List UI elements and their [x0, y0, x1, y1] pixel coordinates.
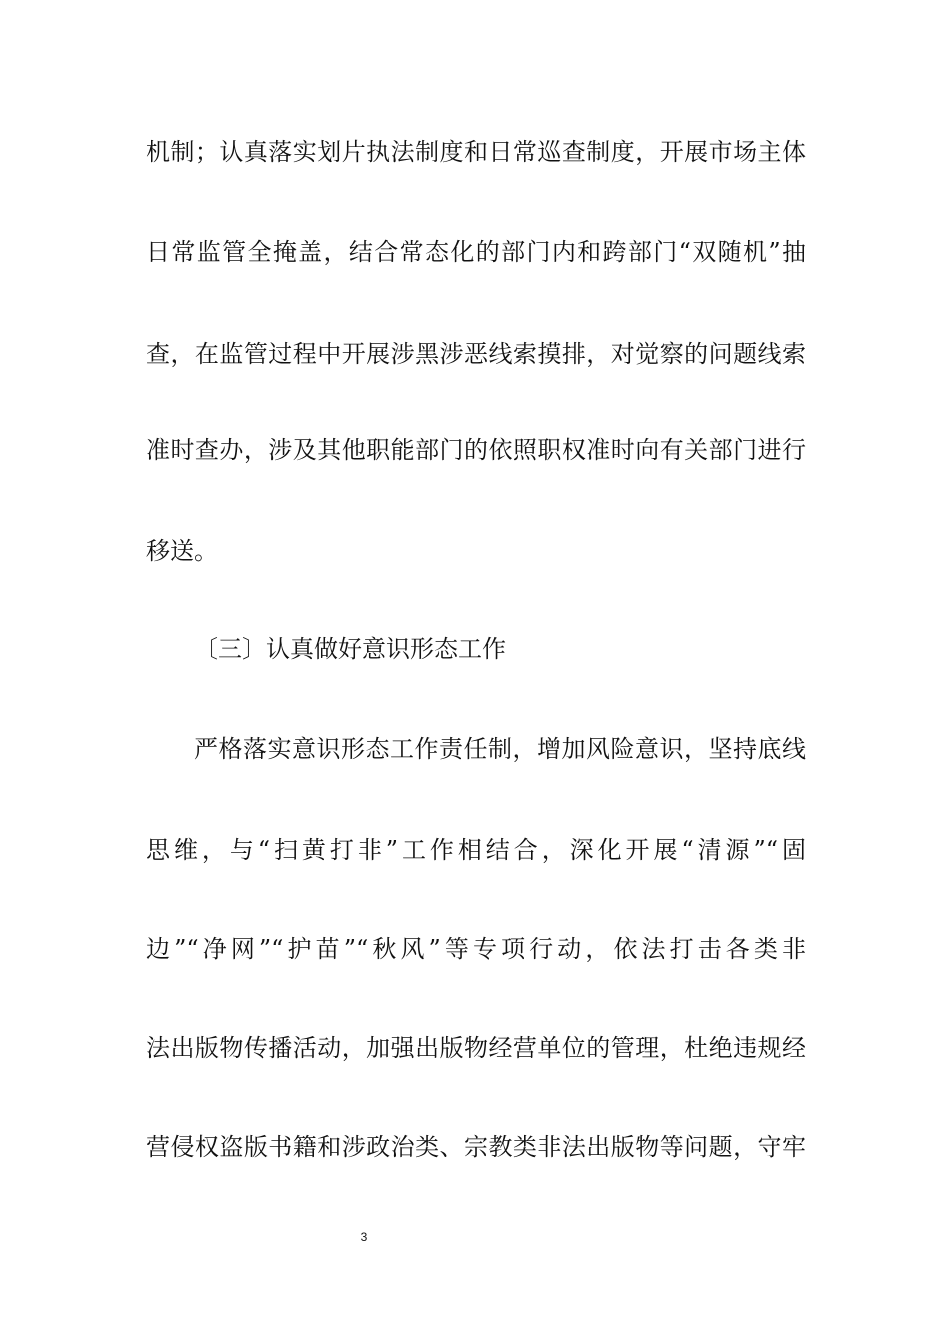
- body-text-line: 法出版物传播活动，加强出版物经营单位的管理，杜绝违规经: [146, 1034, 806, 1062]
- paragraph-first-line: 严格落实意识形态工作责任制，增加风险意识，坚持底线: [194, 735, 806, 763]
- body-text-line: 准时查办，涉及其他职能部门的依照职权准时向有关部门进行: [146, 436, 806, 464]
- body-text-line: 边”“净网”“护苗”“秋风”等专项行动，依法打击各类非: [146, 935, 806, 963]
- page-number: 3: [360, 1230, 368, 1244]
- body-text-line: 日常监管全掩盖，结合常态化的部门内和跨部门“双随机”抽: [146, 238, 806, 266]
- body-text-line: 思维，与“扫黄打非”工作相结合，深化开展“清源”“固: [146, 836, 806, 864]
- body-text-line: 机制；认真落实划片执法制度和日常巡查制度，开展市场主体: [146, 138, 806, 166]
- body-text-line: 查，在监管过程中开展涉黑涉恶线索摸排，对觉察的问题线索: [146, 340, 806, 368]
- body-text-line: 移送。: [146, 537, 218, 565]
- section-heading: 〔三〕认真做好意识形态工作: [194, 635, 506, 663]
- body-text-line: 营侵权盗版书籍和涉政治类、宗教类非法出版物等问题，守牢: [146, 1133, 806, 1161]
